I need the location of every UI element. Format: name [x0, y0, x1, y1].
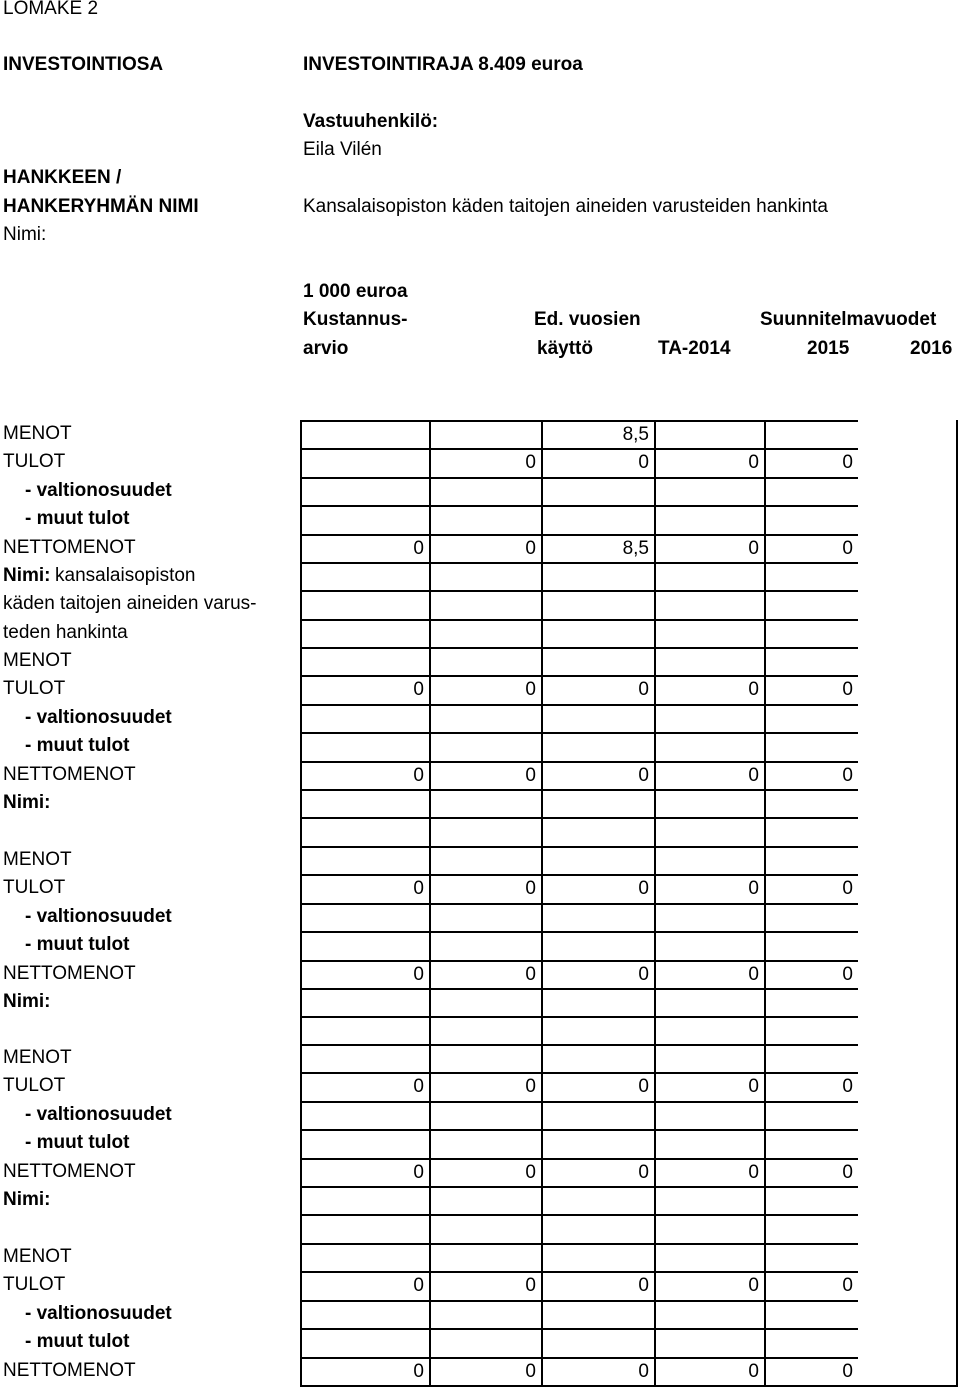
- table-cell[interactable]: 0: [541, 1357, 654, 1385]
- table-cell[interactable]: [541, 1300, 654, 1328]
- table-cell[interactable]: [654, 903, 764, 931]
- table-cell[interactable]: [429, 1016, 541, 1044]
- table-cell[interactable]: 0: [429, 448, 541, 476]
- table-cell[interactable]: 0: [429, 1271, 541, 1299]
- name-label: Nimi:: [3, 792, 51, 813]
- table-cell[interactable]: [764, 1129, 858, 1157]
- table-cell[interactable]: [541, 562, 654, 590]
- table-cell[interactable]: [429, 846, 541, 874]
- project-label-line1: HANKKEEN /: [3, 167, 122, 188]
- expenses-label: MENOT: [3, 849, 72, 870]
- table-cell[interactable]: 0: [654, 1072, 764, 1100]
- table-cell[interactable]: 0: [429, 1158, 541, 1186]
- table-cell[interactable]: [654, 1300, 764, 1328]
- table-cell[interactable]: [429, 1186, 541, 1214]
- table-cell[interactable]: [541, 505, 654, 533]
- previous-years-header-line1: Ed. vuosien: [534, 309, 641, 330]
- other-income-label: - muut tulot: [25, 1132, 130, 1154]
- project-name-line2: käden taitojen aineiden varus-: [3, 593, 257, 615]
- table-cell[interactable]: [764, 988, 858, 1016]
- table-cell[interactable]: [429, 562, 541, 590]
- previous-years-header-line2: käyttö: [537, 338, 593, 359]
- table-cell[interactable]: [300, 846, 429, 874]
- responsible-name: Eila Vilén: [303, 139, 382, 160]
- table-cell[interactable]: [300, 1044, 429, 1072]
- table-cell[interactable]: 0: [429, 960, 541, 988]
- table-cell[interactable]: 0: [541, 1271, 654, 1299]
- table-cell[interactable]: 0: [764, 534, 858, 562]
- table-cell[interactable]: [300, 505, 429, 533]
- table-cell[interactable]: [654, 988, 764, 1016]
- table-cell[interactable]: [300, 619, 429, 647]
- table-cell[interactable]: 0: [429, 1072, 541, 1100]
- table-cell[interactable]: [300, 789, 429, 817]
- project-description: Kansalaisopiston käden taitojen aineiden varusteiden hankinta: [303, 196, 828, 217]
- table-cell[interactable]: 0: [764, 1072, 858, 1100]
- table-cell[interactable]: [300, 562, 429, 590]
- table-cell[interactable]: [429, 1300, 541, 1328]
- table-cell[interactable]: [654, 562, 764, 590]
- name-label: Nimi:: [3, 565, 51, 586]
- table-cell[interactable]: [541, 619, 654, 647]
- table-cell[interactable]: [654, 1243, 764, 1271]
- table-right-border: [956, 846, 958, 1047]
- table-cell[interactable]: [541, 1129, 654, 1157]
- table-cell[interactable]: 0: [764, 675, 858, 703]
- table-cell[interactable]: [429, 1101, 541, 1129]
- table-cell[interactable]: [654, 505, 764, 533]
- table-right-border: [956, 420, 958, 649]
- table-cell[interactable]: [764, 1016, 858, 1044]
- table-cell[interactable]: 0: [541, 960, 654, 988]
- cost-estimate-header-line2: arvio: [303, 338, 349, 359]
- table-cell[interactable]: [300, 477, 429, 505]
- table-cell[interactable]: [654, 1186, 764, 1214]
- table-cell[interactable]: [541, 1186, 654, 1214]
- table-cell[interactable]: [300, 1129, 429, 1157]
- table-cell[interactable]: [541, 1328, 654, 1356]
- table-cell[interactable]: [654, 931, 764, 959]
- table-cell[interactable]: [764, 817, 858, 845]
- table-right-border: [956, 1243, 958, 1387]
- expenses-label: MENOT: [3, 423, 72, 444]
- table-cell[interactable]: [764, 1300, 858, 1328]
- table-cell[interactable]: [429, 505, 541, 533]
- table-cell[interactable]: [300, 1101, 429, 1129]
- table-cell[interactable]: [764, 931, 858, 959]
- net-expenses-label: NETTOMENOT: [3, 536, 136, 558]
- table-cell[interactable]: 0: [764, 761, 858, 789]
- expenses-label: MENOT: [3, 1047, 72, 1068]
- table-cell[interactable]: 0: [541, 675, 654, 703]
- table-cell[interactable]: [429, 1243, 541, 1271]
- table-cell[interactable]: 0: [764, 874, 858, 902]
- income-label: TULOT: [3, 1075, 66, 1097]
- table-cell[interactable]: [654, 1214, 764, 1242]
- income-label: TULOT: [3, 1274, 66, 1296]
- table-cell[interactable]: [429, 931, 541, 959]
- table-cell[interactable]: [541, 817, 654, 845]
- table-cell[interactable]: [654, 1044, 764, 1072]
- table-cell[interactable]: [764, 1214, 858, 1242]
- table-cell[interactable]: 0: [300, 534, 429, 562]
- table-cell[interactable]: [654, 704, 764, 732]
- income-label: TULOT: [3, 678, 66, 700]
- table-cell[interactable]: [764, 619, 858, 647]
- plan-years-header: Suunnitelmavuodet: [760, 309, 937, 330]
- table-cell[interactable]: [300, 1016, 429, 1044]
- other-income-label: - muut tulot: [25, 508, 130, 530]
- table-cell[interactable]: [541, 903, 654, 931]
- table-cell[interactable]: [541, 647, 654, 675]
- table-cell[interactable]: [654, 590, 764, 618]
- income-label: TULOT: [3, 451, 66, 473]
- table-cell[interactable]: [541, 1101, 654, 1129]
- table-cell[interactable]: 0: [764, 1158, 858, 1186]
- table-cell[interactable]: [300, 931, 429, 959]
- table-cell[interactable]: [654, 817, 764, 845]
- table-cell[interactable]: 0: [300, 761, 429, 789]
- table-cell[interactable]: [429, 1044, 541, 1072]
- project-label-line2: HANKERYHMÄN NIMI: [3, 196, 199, 217]
- table-cell[interactable]: 0: [429, 1357, 541, 1385]
- table-cell[interactable]: [541, 988, 654, 1016]
- table-cell[interactable]: [654, 789, 764, 817]
- table-cell[interactable]: 0: [654, 874, 764, 902]
- state-subsidies-label: - valtionosuudet: [25, 479, 172, 501]
- table-cell[interactable]: 8,5: [541, 534, 654, 562]
- table-cell[interactable]: [300, 732, 429, 760]
- table-cell[interactable]: [764, 903, 858, 931]
- unit-label: 1 000 euroa: [303, 281, 408, 302]
- table-cell[interactable]: 0: [300, 960, 429, 988]
- table-cell[interactable]: [764, 1186, 858, 1214]
- table-cell[interactable]: [764, 732, 858, 760]
- income-label: TULOT: [3, 877, 66, 899]
- table-cell[interactable]: 0: [429, 761, 541, 789]
- table-cell[interactable]: 0: [429, 534, 541, 562]
- table-right-border: [956, 1044, 958, 1245]
- table-cell[interactable]: 0: [541, 1072, 654, 1100]
- table-cell[interactable]: 0: [541, 874, 654, 902]
- table-cell[interactable]: 0: [654, 675, 764, 703]
- table-cell[interactable]: [429, 817, 541, 845]
- table-cell[interactable]: [654, 1016, 764, 1044]
- table-cell[interactable]: 0: [764, 960, 858, 988]
- table-cell[interactable]: 0: [300, 874, 429, 902]
- table-cell[interactable]: [654, 420, 764, 448]
- table-cell[interactable]: 0: [764, 1357, 858, 1385]
- table-cell[interactable]: 0: [300, 1158, 429, 1186]
- name-label: Nimi:: [3, 1189, 51, 1210]
- table-cell[interactable]: [764, 704, 858, 732]
- table-cell[interactable]: [429, 732, 541, 760]
- table-cell[interactable]: [764, 420, 858, 448]
- table-cell[interactable]: [300, 903, 429, 931]
- table-cell[interactable]: [654, 619, 764, 647]
- responsible-label: Vastuuhenkilö:: [303, 111, 439, 132]
- table-cell[interactable]: 0: [541, 448, 654, 476]
- table-cell[interactable]: 0: [429, 675, 541, 703]
- net-expenses-label: NETTOMENOT: [3, 763, 136, 785]
- table-cell[interactable]: [764, 647, 858, 675]
- table-cell[interactable]: [300, 590, 429, 618]
- table-cell[interactable]: 0: [654, 960, 764, 988]
- table-cell[interactable]: [541, 704, 654, 732]
- name-label: Nimi:: [3, 224, 47, 245]
- table-cell[interactable]: 0: [764, 1271, 858, 1299]
- net-expenses-label: NETTOMENOT: [3, 962, 136, 984]
- table-cell[interactable]: [654, 1129, 764, 1157]
- other-income-label: - muut tulot: [25, 1331, 130, 1353]
- state-subsidies-label: - valtionosuudet: [25, 706, 172, 728]
- table-cell[interactable]: 0: [541, 1158, 654, 1186]
- table-cell[interactable]: [429, 1129, 541, 1157]
- table-cell[interactable]: [429, 420, 541, 448]
- table-cell[interactable]: [429, 789, 541, 817]
- state-subsidies-label: - valtionosuudet: [25, 905, 172, 927]
- table-cell[interactable]: [654, 846, 764, 874]
- table-cell[interactable]: [429, 988, 541, 1016]
- table-cell[interactable]: 0: [654, 448, 764, 476]
- table-cell[interactable]: 0: [654, 761, 764, 789]
- table-cell[interactable]: [300, 988, 429, 1016]
- expenses-label: MENOT: [3, 1246, 72, 1267]
- table-cell[interactable]: [300, 1300, 429, 1328]
- table-cell[interactable]: [541, 846, 654, 874]
- table-cell[interactable]: [300, 647, 429, 675]
- expenses-label: MENOT: [3, 650, 72, 671]
- table-cell[interactable]: [541, 789, 654, 817]
- appendix-title: LOMAKE 2: [3, 0, 99, 19]
- table-cell[interactable]: 0: [300, 1271, 429, 1299]
- budget-2014-header: TA-2014: [658, 338, 731, 359]
- state-subsidies-label: - valtionosuudet: [25, 1302, 172, 1324]
- table-cell[interactable]: 8,5: [541, 420, 654, 448]
- net-expenses-label: NETTOMENOT: [3, 1359, 136, 1381]
- table-cell[interactable]: [764, 789, 858, 817]
- table-cell[interactable]: [654, 477, 764, 505]
- table-cell[interactable]: [764, 505, 858, 533]
- table-cell[interactable]: [764, 1101, 858, 1129]
- table-cell[interactable]: [654, 647, 764, 675]
- year-2015-header: 2015: [807, 338, 850, 359]
- table-cell[interactable]: 0: [300, 1072, 429, 1100]
- table-cell[interactable]: [654, 1328, 764, 1356]
- other-income-label: - muut tulot: [25, 934, 130, 956]
- table-cell[interactable]: [541, 1214, 654, 1242]
- table-cell[interactable]: [541, 1243, 654, 1271]
- table-cell[interactable]: [764, 477, 858, 505]
- table-cell[interactable]: [764, 562, 858, 590]
- table-cell[interactable]: [764, 590, 858, 618]
- table-cell[interactable]: 0: [300, 1357, 429, 1385]
- table-cell[interactable]: [541, 931, 654, 959]
- table-cell[interactable]: [300, 1243, 429, 1271]
- table-right-border: [956, 647, 958, 848]
- table-cell[interactable]: [429, 903, 541, 931]
- table-cell[interactable]: [300, 817, 429, 845]
- table-cell[interactable]: 0: [541, 761, 654, 789]
- table-cell[interactable]: [764, 1328, 858, 1356]
- table-cell[interactable]: [429, 704, 541, 732]
- table-cell[interactable]: 0: [654, 1271, 764, 1299]
- table-cell[interactable]: [654, 732, 764, 760]
- table-cell[interactable]: [429, 1328, 541, 1356]
- year-2016-header: 2016: [910, 338, 953, 359]
- name-label: Nimi:: [3, 991, 51, 1012]
- table-cell[interactable]: [429, 477, 541, 505]
- other-income-label: - muut tulot: [25, 735, 130, 757]
- table-cell[interactable]: [429, 647, 541, 675]
- table-cell[interactable]: 0: [654, 1158, 764, 1186]
- table-cell[interactable]: 0: [764, 448, 858, 476]
- table-cell[interactable]: 0: [429, 874, 541, 902]
- table-cell[interactable]: [764, 846, 858, 874]
- table-cell[interactable]: 0: [654, 534, 764, 562]
- net-expenses-label: NETTOMENOT: [3, 1160, 136, 1182]
- table-cell[interactable]: [541, 590, 654, 618]
- table-cell[interactable]: [541, 1016, 654, 1044]
- project-name-line3: teden hankinta: [3, 621, 128, 643]
- table-cell[interactable]: [764, 1243, 858, 1271]
- table-cell[interactable]: [429, 1214, 541, 1242]
- table-cell[interactable]: [764, 1044, 858, 1072]
- table-cell[interactable]: 0: [300, 675, 429, 703]
- table-bottom-border: [300, 1385, 958, 1387]
- table-cell[interactable]: [541, 477, 654, 505]
- table-cell[interactable]: [541, 732, 654, 760]
- table-cell[interactable]: [654, 1101, 764, 1129]
- section-title: INVESTOINTIOSA: [3, 54, 164, 75]
- table-cell[interactable]: [300, 1328, 429, 1356]
- investment-limit: INVESTOINTIRAJA 8.409 euroa: [303, 54, 583, 75]
- table-cell[interactable]: [429, 590, 541, 618]
- table-cell[interactable]: [300, 1214, 429, 1242]
- table-cell[interactable]: [541, 1044, 654, 1072]
- table-cell[interactable]: [300, 448, 429, 476]
- project-name-line1: kansalaisopiston: [55, 565, 196, 586]
- table-cell[interactable]: [429, 619, 541, 647]
- table-cell[interactable]: 0: [654, 1357, 764, 1385]
- table-cell[interactable]: [300, 704, 429, 732]
- table-cell[interactable]: [300, 420, 429, 448]
- state-subsidies-label: - valtionosuudet: [25, 1103, 172, 1125]
- table-cell[interactable]: [300, 1186, 429, 1214]
- cost-estimate-header-line1: Kustannus-: [303, 309, 408, 330]
